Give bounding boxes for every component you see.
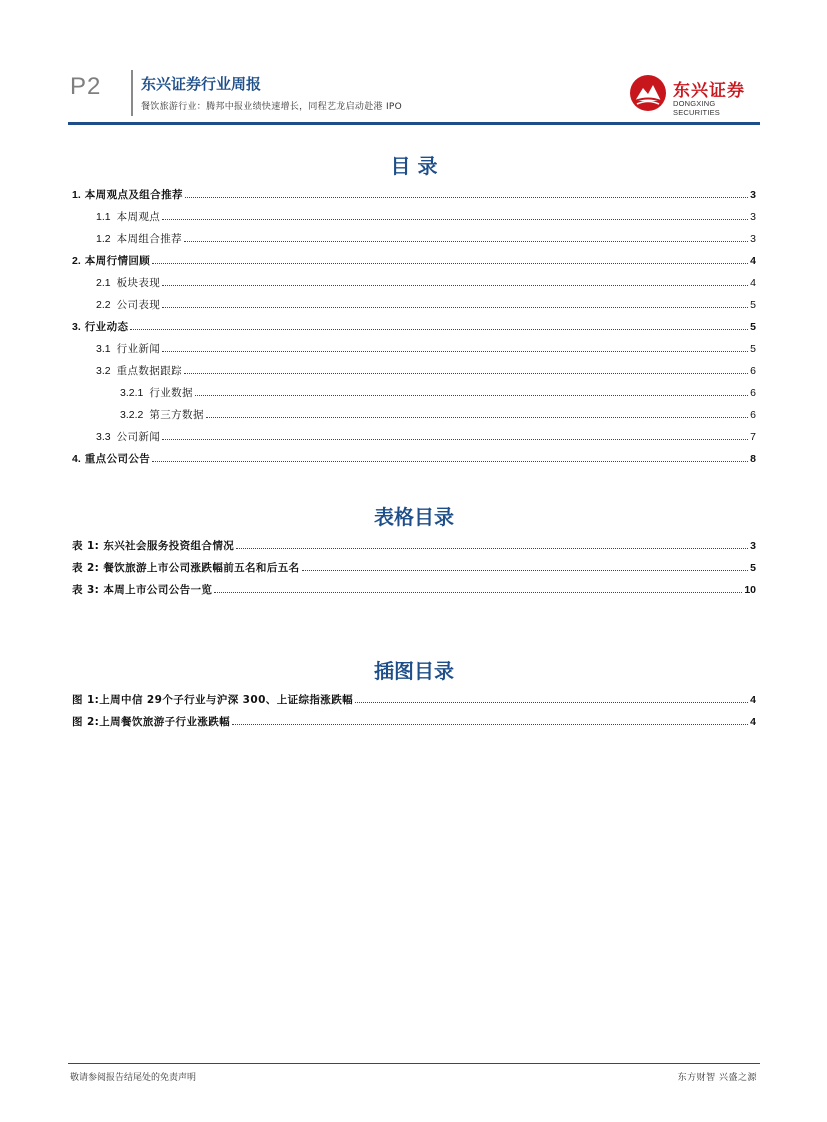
dot-leader <box>184 241 748 242</box>
figures-index-list <box>68 692 756 736</box>
dot-leader <box>185 197 748 198</box>
toc-entry-page: 3 <box>750 211 756 223</box>
table-index-entry-title: 表 1: 东兴社会服务投资组合情况 <box>72 540 235 552</box>
table-index-entry-page: 5 <box>750 562 756 574</box>
contents-list <box>68 187 756 473</box>
dot-leader <box>162 219 748 220</box>
logo-english-name: DONGXING SECURITIES <box>673 99 721 117</box>
dot-leader <box>162 307 748 308</box>
toc-entry-page: 5 <box>750 299 756 311</box>
footer-slogan: 东方财智 兴盛之源 <box>677 1073 757 1083</box>
dot-leader <box>130 329 748 330</box>
toc-entry-page: 6 <box>750 387 756 399</box>
toc-entry[interactable] <box>68 429 756 451</box>
page-number: P2 <box>70 73 102 100</box>
dot-leader <box>195 395 748 396</box>
dot-leader <box>184 373 748 374</box>
figures-index-heading: 插图目录 <box>374 659 454 683</box>
figure-index-entry-page: 4 <box>750 716 756 728</box>
toc-entry-title: 重点数据跟踪 <box>116 365 183 377</box>
table-index-entry-page: 3 <box>750 540 756 552</box>
dot-leader <box>355 702 748 703</box>
toc-entry[interactable] <box>68 451 756 473</box>
tables-index-heading: 表格目录 <box>374 505 454 529</box>
toc-entry-title: 公司新闻 <box>116 431 161 443</box>
toc-entry-number: 1.2 <box>96 233 111 245</box>
toc-entry-title: 重点公司公告 <box>84 453 151 465</box>
figure-index-entry-title: 图 2:上周餐饮旅游子行业涨跌幅 <box>72 716 231 728</box>
toc-entry-title: 本周组合推荐 <box>116 233 183 245</box>
toc-entry-page: 6 <box>750 365 756 377</box>
toc-entry-page: 4 <box>750 277 756 289</box>
toc-entry[interactable] <box>68 209 756 231</box>
figure-index-entry-title: 图 1:上周中信 29个子行业与沪深 300、上证综指涨跌幅 <box>72 694 353 706</box>
dot-leader <box>214 592 742 593</box>
toc-entry-title: 本周行情回顾 <box>84 255 151 267</box>
toc-entry-page: 5 <box>750 343 756 355</box>
toc-entry-number: 2.2 <box>96 299 111 311</box>
header-rule <box>68 122 760 125</box>
toc-entry-number: 3.1 <box>96 343 111 355</box>
dot-leader <box>162 285 748 286</box>
toc-entry[interactable] <box>68 187 756 209</box>
dot-leader <box>302 570 749 571</box>
table-index-entry-title: 表 2: 餐饮旅游上市公司涨跌幅前五名和后五名 <box>72 562 300 574</box>
contents-heading: 目 录 <box>390 154 438 178</box>
table-index-entry-title: 表 3: 本周上市公司公告一览 <box>72 584 213 596</box>
toc-entry-number: 3.2.2 <box>120 409 144 421</box>
toc-entry[interactable] <box>68 253 756 275</box>
toc-entry[interactable] <box>68 319 756 341</box>
toc-entry-number: 3. <box>72 321 81 333</box>
toc-entry-page: 4 <box>750 255 756 267</box>
dot-leader <box>206 417 748 418</box>
toc-entry-page: 3 <box>750 189 756 201</box>
toc-entry[interactable] <box>68 363 756 385</box>
table-index-entry[interactable] <box>68 538 756 560</box>
table-index-entry[interactable] <box>68 582 756 604</box>
logo-chinese-name: 东兴证券 <box>673 81 745 101</box>
toc-entry-title: 公司表现 <box>116 299 161 311</box>
toc-entry-number: 1. <box>72 189 81 201</box>
toc-entry-title: 本周观点及组合推荐 <box>84 189 183 201</box>
toc-entry-title: 行业新闻 <box>116 343 161 355</box>
dot-leader <box>152 263 748 264</box>
figure-index-entry-page: 4 <box>750 694 756 706</box>
company-logo <box>629 74 759 117</box>
figure-index-entry[interactable] <box>68 692 756 714</box>
toc-entry-page: 8 <box>750 453 756 465</box>
toc-entry-number: 2.1 <box>96 277 111 289</box>
table-index-entry[interactable] <box>68 560 756 582</box>
dot-leader <box>152 461 748 462</box>
toc-entry-page: 3 <box>750 233 756 245</box>
report-title: 东兴证券行业周报 <box>141 75 262 93</box>
toc-entry[interactable] <box>68 385 756 407</box>
toc-entry-number: 3.2 <box>96 365 111 377</box>
toc-entry-title: 行业动态 <box>84 321 129 333</box>
toc-entry-title: 第三方数据 <box>149 409 204 421</box>
footer-rule <box>68 1063 760 1064</box>
toc-entry-number: 3.3 <box>96 431 111 443</box>
toc-entry[interactable] <box>68 275 756 297</box>
toc-entry-number: 2. <box>72 255 81 267</box>
tables-index-list <box>68 538 756 604</box>
dot-leader <box>162 351 748 352</box>
toc-entry[interactable] <box>68 297 756 319</box>
toc-entry-title: 板块表现 <box>116 277 161 289</box>
dot-leader <box>162 439 748 440</box>
figure-index-entry[interactable] <box>68 714 756 736</box>
toc-entry-number: 4. <box>72 453 81 465</box>
toc-entry[interactable] <box>68 231 756 253</box>
toc-entry[interactable] <box>68 341 756 363</box>
toc-entry-page: 7 <box>750 431 756 443</box>
toc-entry-title: 本周观点 <box>116 211 161 223</box>
dot-leader <box>232 724 748 725</box>
toc-entry-title: 行业数据 <box>149 387 193 399</box>
table-index-entry-page: 10 <box>744 584 756 596</box>
report-subtitle: 餐饮旅游行业：腾邦中报业绩快速增长，同程艺龙启动赴港 IPO <box>141 102 403 112</box>
toc-entry[interactable] <box>68 407 756 429</box>
toc-entry-page: 5 <box>750 321 756 333</box>
logo-mark-icon <box>629 74 667 112</box>
dot-leader <box>236 548 748 549</box>
toc-entry-page: 6 <box>750 409 756 421</box>
footer-disclaimer: 敬请参阅报告结尾处的免责声明 <box>70 1073 197 1083</box>
toc-entry-number: 3.2.1 <box>120 387 144 399</box>
toc-entry-number: 1.1 <box>96 211 111 223</box>
header-divider <box>131 70 133 116</box>
